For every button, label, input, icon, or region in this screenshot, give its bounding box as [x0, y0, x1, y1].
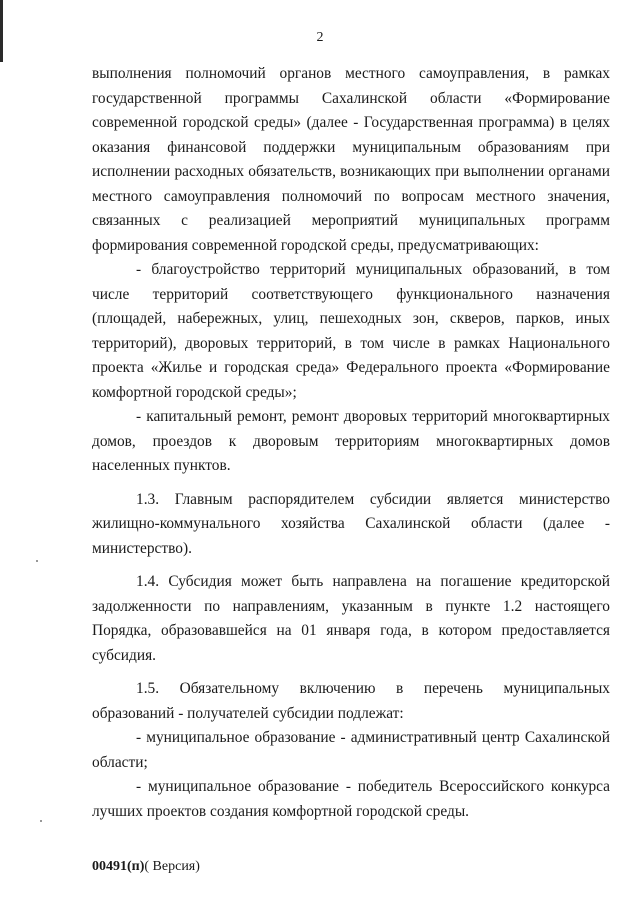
paragraph-list-item-repair: - капитальный ремонт, ремонт дворовых территорий многоквартирных домов, проездов к дворовым территориям многоквартирных домов населенных пунктов. — [92, 408, 610, 474]
paragraph-intro-continuation: выполнения полномочий органов местного самоуправления, в рамках государственной программы Сахалинской области «Формирование современной городской среды» (далее - Государственная программа) в целях оказания финансовой поддержки муниципальным образованиям при исполнении расходных обязательств, возникающих при выполнении органами местного самоуправления полномочий по вопросам местного значения, связанных с реализацией мероприятий муниципальных программ формирования современной городской среды, предусматривающих: — [92, 65, 610, 254]
paragraph-list-item-admin-center: - муниципальное образование - административный центр Сахалинской области; — [92, 729, 610, 771]
scan-speck — [36, 560, 38, 562]
paragraph-1-4: 1.4. Субсидия может быть направлена на погашение кредиторской задолженности по направлениям, указанным в пункте 1.2 настоящего Порядка, образовавшейся на 01 января года, в котором предоставляется субсидия. — [92, 573, 610, 664]
paragraph-1-5: 1.5. Обязательному включению в перечень муниципальных образований - получателей субсидии подлежат: — [92, 680, 610, 722]
document-footer — [92, 859, 200, 875]
scan-speck — [40, 820, 42, 822]
document-version: ( Версия) — [144, 859, 200, 874]
paragraph-list-item-contest-winner: - муниципальное образование - победитель Всероссийского конкурса лучших проектов создания комфортной городской среды. — [92, 778, 610, 820]
paragraph-list-item-improvement: - благоустройство территорий муниципальных образований, в том числе территорий соответствующего функционального назначения (площадей, набережных, улиц, пешеходных зон, скверов, парков, иных территорий), дворовых территорий, в том числе в рамках Национального проекта «Жилье и городская среда» Федерального проекта «Формирование комфортной городской среды»; — [92, 261, 610, 401]
page-number: 2 — [316, 30, 324, 45]
paragraph-1-3: 1.3. Главным распорядителем субсидии является министерство жилищно-коммунального хозяйства Сахалинской области (далее - министерство). — [92, 490, 610, 557]
document-code: 00491(п) — [92, 859, 145, 874]
document-body — [92, 62, 610, 824]
